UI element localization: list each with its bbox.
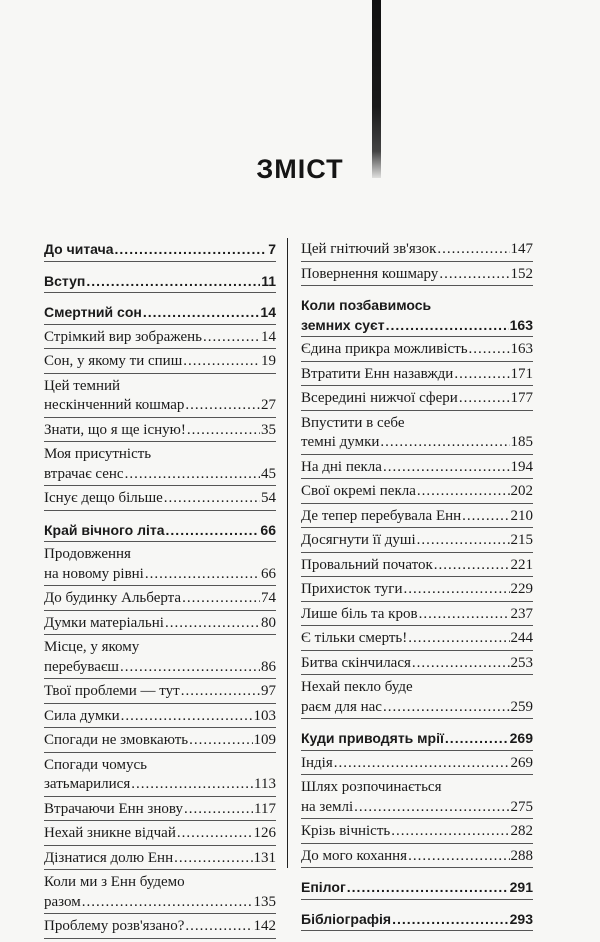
toc-entry[interactable] (301, 507, 533, 529)
toc-entry-title: Стрімкий вир зображень (44, 328, 202, 345)
dot-leader (412, 654, 510, 674)
toc-entry-title-line: Шлях розпочинається (301, 779, 442, 795)
dot-leader (347, 878, 509, 898)
page-number: 74 (261, 590, 276, 606)
toc-entry[interactable] (301, 296, 533, 337)
toc-entry-title-line: Цей темний (44, 377, 121, 394)
dot-leader (125, 465, 260, 485)
dot-leader (177, 824, 253, 844)
toc-entry[interactable] (44, 377, 276, 418)
toc-entry[interactable] (44, 756, 276, 797)
dot-leader (121, 707, 253, 727)
toc-entry-title: темні думки (301, 434, 380, 450)
toc-entry-title: Крізь вічність (301, 823, 391, 839)
toc-entry-title-line: Місце, у якому (44, 639, 140, 655)
toc-entry[interactable] (301, 240, 533, 262)
toc-entry-title: Епілог (301, 879, 346, 895)
toc-entry-title: Вступ (44, 272, 86, 289)
page-number: 259 (510, 698, 533, 715)
column-divider (287, 238, 288, 868)
dot-leader (181, 682, 260, 702)
toc-entry[interactable] (301, 531, 533, 553)
page-number: 291 (509, 879, 533, 895)
toc-entry[interactable] (301, 629, 533, 651)
toc-entry[interactable] (301, 729, 533, 751)
toc-entry-title: Куди приводять мрії (301, 730, 444, 746)
dot-leader (203, 328, 260, 348)
dot-leader (143, 303, 260, 323)
toc-entry-title: До будинку Альберта (44, 590, 182, 606)
toc-entry[interactable] (301, 878, 533, 900)
toc-entry[interactable] (44, 521, 276, 543)
page-number: 113 (254, 776, 276, 792)
page-number: 229 (510, 581, 533, 597)
page-number: 288 (510, 847, 533, 864)
dot-leader (187, 421, 260, 441)
page-number: 11 (261, 272, 276, 289)
dot-leader (165, 614, 260, 634)
toc-entry[interactable] (44, 545, 276, 586)
page-number: 275 (510, 798, 533, 815)
dot-leader (115, 240, 268, 260)
toc-entry[interactable] (44, 421, 276, 443)
page-number: 66 (261, 565, 276, 582)
toc-entry[interactable] (301, 458, 533, 480)
toc-entry-title: затьмарилися (44, 776, 131, 792)
toc-entry[interactable] (44, 614, 276, 636)
toc-entry[interactable] (44, 589, 276, 611)
toc-entry-title: Спогади не змовкають (44, 732, 189, 748)
page-number: 152 (510, 265, 533, 282)
dot-leader (164, 489, 260, 509)
toc-entry-title: Край вічного літа (44, 521, 165, 538)
page-number: 269 (509, 730, 533, 746)
page-number: 131 (253, 849, 276, 866)
dot-leader (380, 433, 509, 453)
dot-leader (469, 340, 510, 360)
toc-entry[interactable] (301, 822, 533, 844)
dot-leader (383, 698, 510, 718)
page-number: 126 (253, 825, 276, 841)
toc-entry-title: Втрачаючи Енн знову (44, 800, 183, 817)
toc-entry-title: Знати, що я ще існую! (44, 421, 186, 438)
page-number: 163 (509, 316, 533, 333)
page-number: 210 (510, 507, 533, 524)
dot-leader (166, 521, 260, 541)
page-number: 185 (510, 434, 533, 450)
toc-entry[interactable] (301, 340, 533, 362)
toc-entry[interactable] (301, 910, 533, 932)
dot-leader (391, 822, 509, 842)
dot-leader (86, 272, 260, 292)
toc-entry[interactable] (44, 849, 276, 871)
toc-entry[interactable] (44, 731, 276, 753)
toc-right-column (301, 240, 533, 934)
page-number: 293 (509, 910, 533, 927)
page-number: 19 (261, 353, 276, 369)
page-number: 215 (510, 532, 533, 548)
toc-entry-title-line: Нехай пекло буде (301, 679, 413, 695)
page-number: 86 (261, 658, 276, 675)
toc-entry-title: Індія (301, 754, 333, 771)
dot-leader (417, 531, 510, 551)
dot-leader (120, 658, 260, 678)
toc-entry[interactable] (301, 389, 533, 411)
page-number: 109 (253, 732, 276, 748)
dot-leader (383, 458, 510, 478)
toc-entry[interactable] (44, 873, 276, 914)
page-title: ЗМІСТ (256, 154, 344, 184)
dot-leader (189, 731, 252, 751)
dot-leader (182, 589, 260, 609)
page-number: 177 (510, 390, 533, 406)
dot-leader (408, 847, 509, 867)
toc-entry-title: на новому рівні (44, 565, 144, 582)
dot-leader (454, 365, 509, 385)
dot-leader (434, 556, 510, 576)
page-number: 54 (261, 490, 276, 506)
toc-entry[interactable] (301, 678, 533, 719)
dot-leader (131, 775, 253, 795)
toc-entry-title: земних суєт (301, 316, 385, 333)
page-number: 253 (510, 654, 533, 671)
binding-line (372, 0, 381, 178)
page-number: 269 (510, 754, 533, 771)
toc-entry-title-line: Моя присутність (44, 446, 152, 462)
page-number: 163 (510, 341, 533, 357)
page-number: 80 (261, 614, 276, 631)
dot-leader (459, 389, 510, 409)
toc-entry[interactable] (301, 654, 533, 676)
toc-left-column (44, 240, 276, 942)
page-number: 35 (261, 421, 276, 438)
page-number: 27 (261, 397, 276, 413)
toc-entry-title: Нехай зникне відчай (44, 825, 176, 841)
toc-entry[interactable] (44, 824, 276, 846)
dot-leader (419, 605, 510, 625)
toc-entry-title: Всередині нижчої сфери (301, 390, 458, 406)
dot-leader (386, 316, 509, 336)
toc-entry-title: Твої проблеми — тут (44, 683, 180, 699)
page-number: 103 (253, 707, 276, 724)
toc-entry-title: разом (44, 893, 81, 910)
toc-entry[interactable] (44, 240, 276, 262)
toc-entry[interactable] (44, 352, 276, 374)
page-number: 7 (268, 241, 276, 257)
toc-entry[interactable] (44, 489, 276, 511)
toc-entry[interactable] (44, 707, 276, 729)
toc-entry[interactable] (301, 754, 533, 776)
toc-entry-title: нескінченний кошмар (44, 397, 185, 413)
toc-entry-title: До мого кохання (301, 847, 408, 864)
toc-entry[interactable] (301, 556, 533, 578)
toc-entry-title-line: Коли позбавимось (301, 297, 432, 313)
toc-entry-title: перебуваєш (44, 658, 119, 675)
dot-leader (439, 265, 509, 285)
page-number: 147 (510, 241, 533, 257)
toc-entry-title: Битва скінчилася (301, 654, 411, 671)
dot-leader (334, 754, 510, 774)
dot-leader (185, 917, 252, 937)
toc-entry[interactable] (44, 800, 276, 822)
page-number: 135 (253, 893, 276, 910)
dot-leader (354, 798, 509, 818)
toc-entry[interactable] (301, 365, 533, 387)
toc-entry-title: Є тільки смерть! (301, 630, 408, 646)
toc-entry-title: Втратити Енн назавжди (301, 365, 454, 382)
toc-entry-title: Сон, у якому ти спиш (44, 353, 183, 369)
toc-entry-title: Бібліографія (301, 910, 392, 927)
toc-entry-title: Смертний сон (44, 304, 142, 320)
toc-entry-title: Єдина прикра можливість (301, 341, 468, 357)
toc-entry-title: Свої окремі пекла (301, 483, 416, 499)
toc-entry[interactable] (44, 917, 276, 939)
page-number: 142 (253, 918, 276, 934)
dot-leader (82, 893, 253, 913)
toc-entry-title: Прихисток туги (301, 581, 403, 597)
toc-entry[interactable] (301, 414, 533, 455)
toc-entry-title: Думки матеріальні (44, 614, 164, 631)
page-number: 117 (254, 800, 276, 817)
page-number: 202 (510, 483, 533, 499)
toc-entry[interactable] (301, 847, 533, 869)
toc-entry-title: Дізнатися долю Енн (44, 849, 174, 866)
page-number: 221 (510, 556, 533, 573)
toc-entry[interactable] (301, 605, 533, 627)
dot-leader (174, 849, 252, 869)
dot-leader (437, 240, 509, 260)
dot-leader (417, 482, 510, 502)
toc-entry-title: раєм для нас (301, 698, 382, 715)
page-number: 282 (510, 823, 533, 839)
page-number: 244 (510, 630, 533, 646)
page-number: 45 (261, 465, 276, 482)
dot-leader (408, 629, 509, 649)
toc-entry[interactable] (301, 580, 533, 602)
toc-entry[interactable] (44, 638, 276, 679)
toc-entry-title: Досягнути її душі (301, 532, 416, 548)
toc-entry[interactable] (301, 265, 533, 287)
toc-entry-title: До читача (44, 241, 114, 257)
page-number: 237 (510, 605, 533, 622)
dot-leader (445, 729, 509, 749)
toc-entry[interactable] (301, 482, 533, 504)
toc-entry-title: На дні пекла (301, 458, 382, 475)
toc-entry-title: Провальний початок (301, 556, 433, 573)
dot-leader (184, 800, 253, 820)
toc-entry-title-line: Спогади чомусь (44, 756, 148, 773)
page-number: 66 (260, 521, 276, 538)
toc-entry-title: Сила думки (44, 707, 120, 724)
page-number: 14 (261, 328, 276, 345)
toc-entry[interactable] (301, 778, 533, 819)
toc-entry[interactable] (44, 445, 276, 486)
toc-entry-title: втрачає сенс (44, 465, 124, 482)
toc-entry-title: Існує дещо більше (44, 490, 163, 506)
page-number: 194 (510, 458, 533, 475)
toc-entry[interactable] (44, 682, 276, 704)
dot-leader (462, 507, 509, 527)
toc-entry-title-line: Продовження (44, 546, 131, 562)
toc-entry-title: Проблему розв'язано? (44, 918, 185, 934)
dot-leader (145, 565, 260, 585)
toc-entry-title: Повернення кошмару (301, 265, 439, 282)
toc-entry-title: Цей гнітючий зв'язок (301, 241, 437, 257)
toc-entry-title: Лише біль та кров (301, 605, 418, 622)
toc-entry-title-line: Коли ми з Енн будемо (44, 874, 185, 890)
toc-entry-title: на землі (301, 798, 354, 815)
toc-entry[interactable] (44, 303, 276, 325)
toc-entry[interactable] (44, 328, 276, 350)
page-number: 171 (510, 365, 533, 382)
page-number: 14 (260, 304, 276, 320)
toc-entry-title: Де тепер перебувала Енн (301, 507, 462, 524)
dot-leader (403, 580, 509, 600)
toc-entry-title-line: Впустити в себе (301, 414, 405, 431)
toc-entry[interactable] (44, 272, 276, 294)
page-number: 97 (261, 683, 276, 699)
dot-leader (185, 396, 260, 416)
dot-leader (183, 352, 260, 372)
dot-leader (392, 910, 509, 930)
